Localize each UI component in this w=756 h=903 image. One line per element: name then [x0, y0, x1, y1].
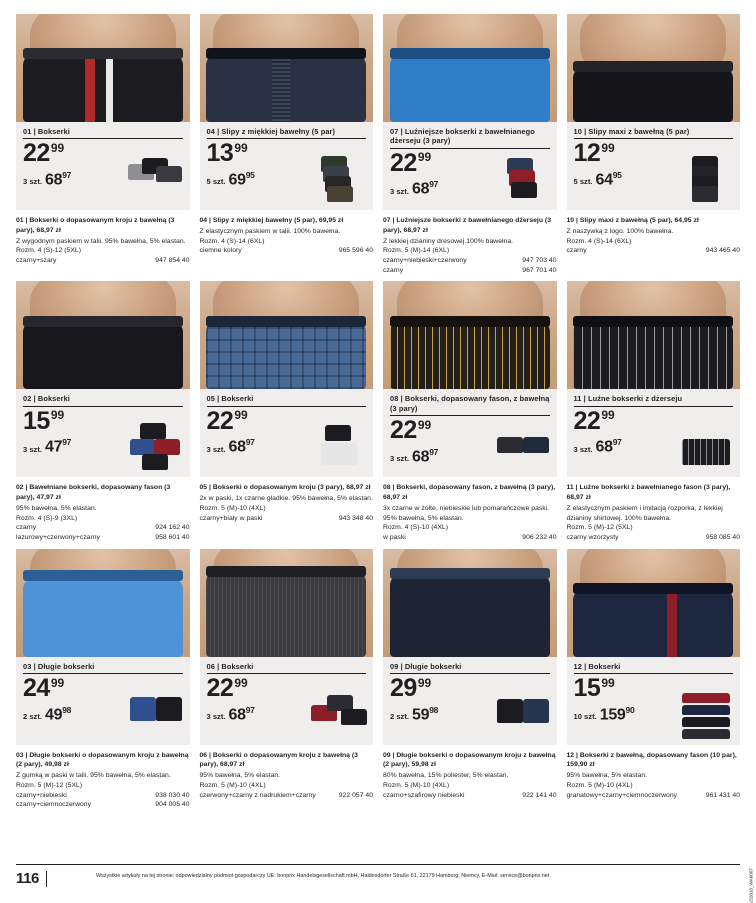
- item-name: Slipy maxi z bawełną (5 par): [588, 127, 690, 136]
- product-thumbnail-03: [128, 691, 184, 739]
- price-08: $22^{99}$: [390, 415, 432, 444]
- multi-price-07: 3 szt. $68^{97}$: [390, 179, 439, 198]
- box-title-01: 01 | Bokserki: [23, 127, 183, 139]
- product-desc-05: 05 | Bokserki o dopasowanym kroju (3 pary), 68,97 zł 2x w paski, 1x czarne gładkie. 95% bawełna, 5% elastan. Rozm. 5 (M)-10 (4XL) czarny+biały w paski 943 348 40: [199, 484, 373, 522]
- product-photo-03: [16, 549, 190, 657]
- product-desc-11: 11 | Luźne bokserki z bawełnianego fason (3 pary), 68,97 zł Z elastycznym paskiem i imitacją rozporka, z lekkiej dzianiny shirtowej. 100% bawełna. Rozm. 5 (M)-12 (5XL) czarny wzorzysty 958 085 40: [566, 484, 740, 542]
- product-row-2: [16, 281, 740, 542]
- price-box-11: [567, 389, 741, 477]
- multi-price-10: 5 szt. $64^{95}$: [573, 170, 622, 189]
- price-box-06: [200, 657, 374, 745]
- multi-price-01: 3 szt. $68^{97}$: [23, 170, 72, 189]
- item-name: Bokserki: [588, 661, 621, 671]
- item-number: 11: [573, 394, 582, 404]
- product-thumbnail-07: [495, 156, 551, 204]
- product-photo-08: [383, 281, 557, 389]
- item-number: 02: [23, 394, 32, 404]
- product-card-05[interactable]: [200, 281, 374, 542]
- item-name: Bokserki: [37, 127, 70, 136]
- product-photo-06: [200, 549, 374, 657]
- box-title-06: 06 | Bokserki: [207, 662, 367, 674]
- product-photo-04: [200, 14, 374, 122]
- item-name: Luźniejsze bokserki z bawełnianego dżerseju (3 pary): [390, 127, 535, 146]
- item-name: Długie bokserki: [404, 661, 462, 671]
- product-thumbnail-09: [495, 691, 551, 739]
- price-box-05: [200, 389, 374, 477]
- price-box-09: [383, 657, 557, 745]
- price-box-01: [16, 122, 190, 210]
- item-number: 06: [206, 661, 215, 671]
- item-number: 09: [390, 661, 399, 671]
- item-name: Bokserki: [221, 661, 254, 671]
- multi-price-09: 2 szt. $59^{98}$: [390, 704, 439, 724]
- product-card-09[interactable]: [383, 549, 557, 810]
- multi-price-02: 3 szt. $47^{97}$: [23, 437, 72, 456]
- price-11: $22^{99}$: [573, 406, 615, 435]
- price-06: $22^{99}$: [206, 673, 248, 702]
- price-box-12: [567, 657, 741, 745]
- product-card-11[interactable]: [567, 281, 741, 542]
- product-desc-06: 06 | Bokserki o dopasowanym kroju z bawełną (3 pary), 68,97 zł 95% bawełna, 5% elastan. Rozm. 5 (M)-10 (4XL) czerwony+czarny z nadrukiem+czarny 922 057 40: [199, 751, 373, 799]
- price-box-10: [567, 122, 741, 210]
- multi-price-04: 5 szt. $69^{95}$: [206, 170, 255, 189]
- price-box-08: [383, 389, 557, 477]
- page-number: 116: [16, 870, 39, 887]
- multi-price-11: 3 szt. $68^{97}$: [573, 437, 622, 456]
- product-photo-02: [16, 281, 190, 389]
- legal-text: Wszystkie artykuły na tej stronie: odpowiedzialny podmiot gospodarczy UE: bonprix Handelsgesellschaft mbH, Haldesdorfer Straße 61, 22179 Hamburg, Niemcy, E-Mail: service@bonprix.net: [96, 873, 550, 879]
- product-photo-09: [383, 549, 557, 657]
- product-desc-04: 04 | Slipy z miękkiej bawełny (5 par), 69,95 zł Z elastycznym paskiem w talii. 100% bawełna. Rozm. 4 (S)-14 (6XL) ciemne kolory 965 596 40: [199, 217, 373, 255]
- box-title-12: 12 | Bokserki: [574, 662, 734, 674]
- product-card-12[interactable]: [567, 549, 741, 810]
- price-01: $22^{99}$: [23, 139, 65, 168]
- item-number: 03: [23, 661, 32, 671]
- product-photo-10: [567, 14, 741, 122]
- item-number: 04: [206, 127, 215, 136]
- price-09: $29^{99}$: [390, 673, 432, 702]
- product-row-1: [16, 14, 740, 275]
- product-photo-01: [16, 14, 190, 122]
- price-box-03: [16, 657, 190, 745]
- product-thumbnail-06: [311, 691, 367, 739]
- multi-price-03: 2 szt. $49^{98}$: [23, 704, 72, 724]
- box-title-09: 09 | Długie bokserki: [390, 662, 550, 674]
- multi-price-12: 10 szt. $159^{90}$: [573, 704, 635, 724]
- price-05: $22^{99}$: [206, 406, 248, 435]
- price-03: $24^{99}$: [23, 673, 65, 702]
- product-card-04[interactable]: [200, 14, 374, 275]
- product-card-01[interactable]: [16, 14, 190, 275]
- product-card-10[interactable]: [567, 14, 741, 275]
- item-name: Długie bokserki: [37, 661, 95, 671]
- page-footer: [0, 864, 756, 898]
- product-card-07[interactable]: [383, 14, 557, 275]
- product-card-08[interactable]: [383, 281, 557, 542]
- price-box-07: [383, 122, 557, 210]
- product-thumbnail-05: [311, 423, 367, 471]
- item-name: Bokserki: [221, 394, 254, 404]
- price-box-02: [16, 389, 190, 477]
- product-photo-11: [567, 281, 741, 389]
- multi-price-05: 3 szt. $68^{97}$: [206, 437, 255, 456]
- product-desc-03: 03 | Długie bokserki o dopasowanym kroju z bawełną (2 pary), 49,98 zł Z gumką w paski w talii. 95% bawełna, 5% elastan. Rozm. 5 (M)-12 (5XL) czarny+niebieski 938 030 40 czarny+ciemnoczerwony 904 005 40: [16, 751, 190, 809]
- box-title-03: 03 | Długie bokserki: [23, 662, 183, 674]
- product-thumbnail-11: [678, 423, 734, 471]
- footer-divider: [16, 864, 740, 865]
- item-name: Bokserki: [37, 394, 70, 404]
- item-number: 08: [390, 394, 399, 404]
- product-desc-07: 07 | Luźniejsze bokserki z bawełnianego dżerseju (3 pary), 68,97 zł Z lekkiej dzianiny dresowej.100% bawełna. Rozm. 5 (M)-14 (6XL) czarny+niebieski+czerwony 947 703 40 czarny 967 701 40: [383, 217, 557, 274]
- product-row-3: [16, 549, 740, 810]
- product-card-06[interactable]: [200, 549, 374, 810]
- price-10: $12^{99}$: [573, 139, 615, 168]
- price-07: $22^{99}$: [390, 148, 432, 177]
- multi-price-08: 3 szt. $68^{97}$: [390, 446, 439, 465]
- box-title-07: 07 | Luźniejsze bokserki z bawełnianego dżerseju (3 pary): [390, 127, 550, 149]
- item-number: 10: [573, 127, 582, 136]
- item-number: 01: [23, 127, 32, 136]
- product-desc-01: 01 | Bokserki o dopasowanym kroju z bawełną (3 pary), 68,97 zł Z wygodnym paskiem w talii. 95% bawełna, 5% elastan. Rozm. 4 (S)-12 (5XL) czarny+szary 947 854 40: [16, 217, 190, 265]
- product-desc-12: 12 | Bokserki z bawełną, dopasowany fason (10 par), 159,90 zł 95% bawełna, 5% elastan. Rozm. 5 (M)-10 (4XL) granatowy+czarny+ciemnoczerwony 961 431 40: [566, 751, 740, 799]
- product-thumbnail-04: [311, 156, 367, 204]
- product-photo-12: [567, 549, 741, 657]
- product-card-02[interactable]: [16, 281, 190, 542]
- box-title-02: 02 | Bokserki: [23, 394, 183, 406]
- price-02: $15^{99}$: [23, 406, 65, 435]
- box-title-08: 08 | Bokserki, dopasowany fason, z bawełną (3 pary): [390, 394, 550, 416]
- price-12: $15^{99}$: [573, 673, 615, 702]
- box-title-05: 05 | Bokserki: [207, 394, 367, 406]
- multi-price-06: 3 szt. $68^{97}$: [206, 704, 255, 724]
- price-box-04: [200, 122, 374, 210]
- product-photo-05: [200, 281, 374, 389]
- box-title-04: 04 | Slipy z miękkiej bawełny (5 par): [207, 127, 367, 139]
- product-thumbnail-12: [678, 691, 734, 739]
- product-card-03[interactable]: [16, 549, 190, 810]
- product-thumbnail-10: [678, 156, 734, 204]
- box-title-11: 11 | Luźne bokserki z dżerseju: [574, 394, 734, 406]
- item-number: 12: [573, 661, 582, 671]
- product-photo-07: [383, 14, 557, 122]
- side-code: 152018_WA6007: [748, 868, 753, 903]
- price-04: $13^{99}$: [206, 139, 248, 168]
- page-number-bar: [46, 871, 47, 887]
- product-thumbnail-02: [128, 423, 184, 471]
- product-thumbnail-08: [495, 423, 551, 471]
- product-desc-10: 10 | Slipy maxi z bawełną (5 par), 64,95 zł Z naszywką z logo. 100% bawełna. Rozm. 4 (S)-14 (6XL) czarny 943 465 40: [566, 217, 740, 255]
- item-number: 05: [206, 394, 215, 404]
- item-name: Slipy z miękkiej bawełny (5 par): [221, 127, 336, 136]
- product-desc-02: 02 | Bawełniane bokserki, dopasowany fason (3 pary), 47,97 zł 95% bawełna, 5% elastan. Rozm. 4 (S)-9 (3XL) czarny 924 162 40 lazurowy+czerwony+czarny 958 601 40: [16, 484, 190, 542]
- product-desc-09: 09 | Długie bokserki o dopasowanym kroju z bawełną (2 pary), 59,98 zł 80% bawełna, 15% poliester, 5% elastan. Rozm. 5 (M)-10 (4XL) czarno+szafirowy niebieski 922 141 40: [383, 751, 557, 799]
- item-name: Bokserki, dopasowany fason, z bawełną (3 pary): [390, 394, 550, 413]
- product-desc-08: 08 | Bokserki, dopasowany fason, z bawełną (3 pary), 68,97 zł 3x czarne w żółte, niebieskie lub pomarańczowe paski. 95% bawełna, 5% elastan. Rozm. 4 (S)-10 (4XL) w paski 906 232 40: [383, 484, 557, 542]
- box-title-10: 10 | Slipy maxi z bawełną (5 par): [574, 127, 734, 139]
- product-thumbnail-01: [128, 156, 184, 204]
- item-name: Luźne bokserki z dżerseju: [588, 394, 683, 404]
- item-number: 07: [390, 127, 399, 136]
